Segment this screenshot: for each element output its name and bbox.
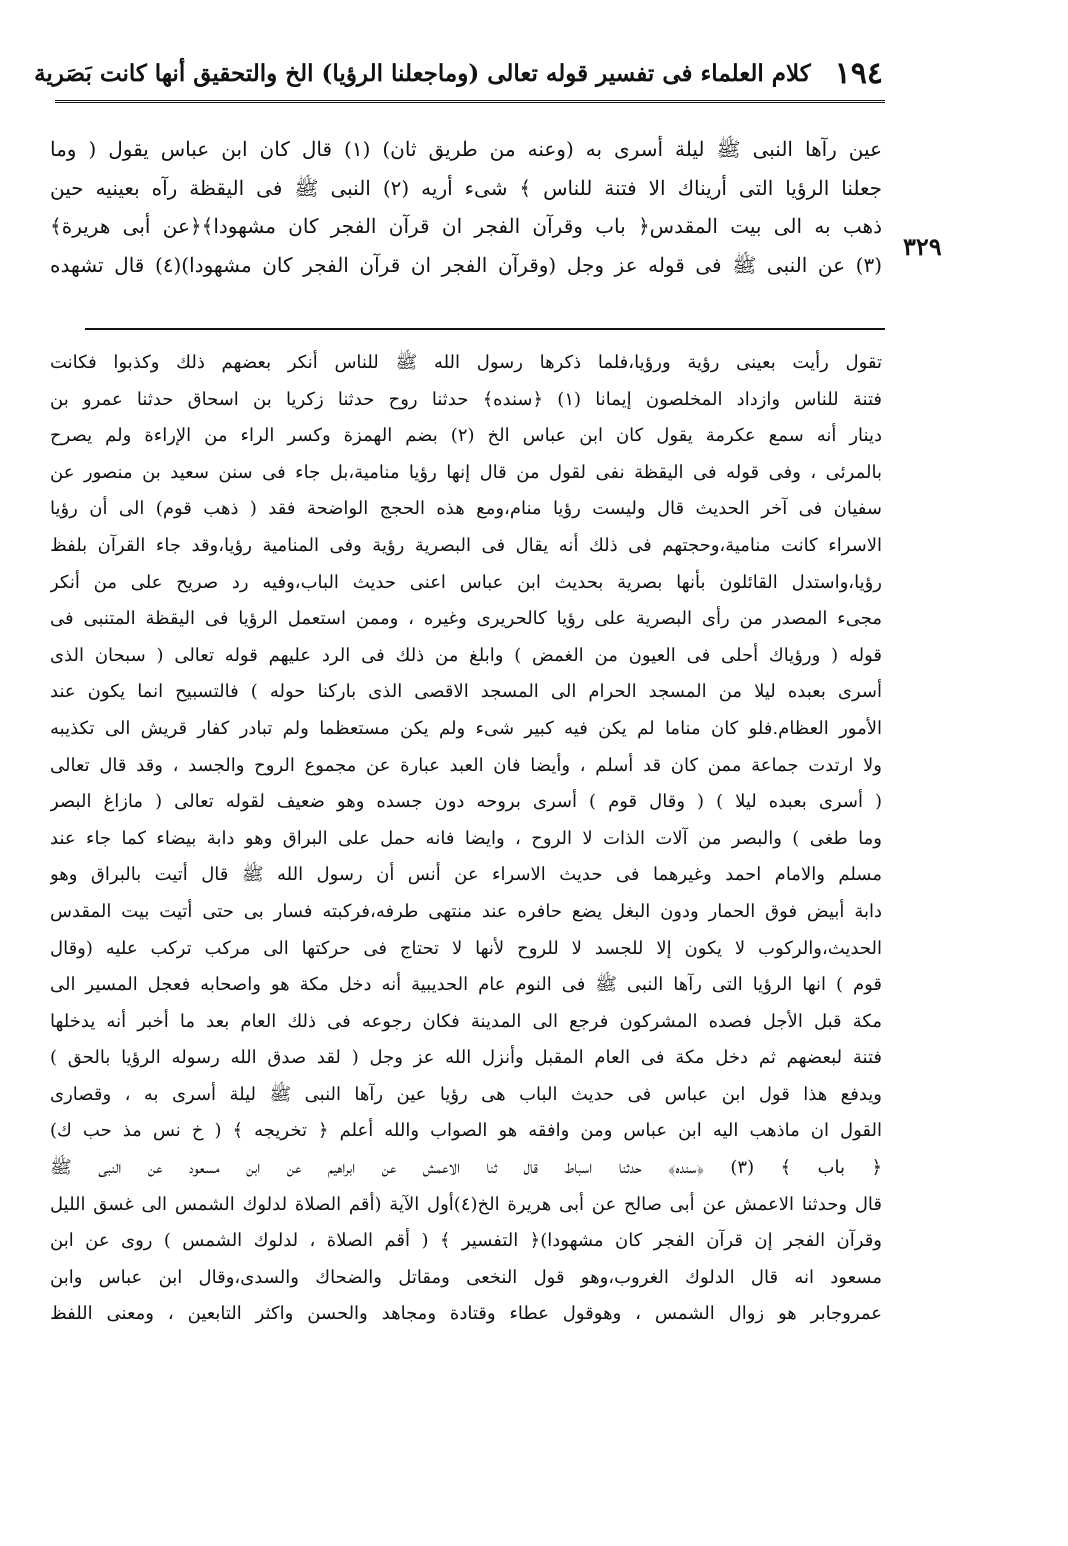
text-line: بالمرئى ، وفى قوله فى اليقظة نفى لقول من قال إنها رؤيا منامية،بل جاء فى سنن سعيد بن منصور عن xyxy=(50,461,882,483)
text-line: (٣) عن النبى ﷺ فى قوله عز وجل (وقرآن الفجر ان قرآن الفجر كان مشهودا)(٤) قال تشهده xyxy=(50,252,882,277)
text-line: مسلم والامام احمد وغيرهما فى حديث الاسراء عن أنس أن رسول الله ﷺ قال أتيت بالبراق وهو xyxy=(50,864,882,886)
text-line: الحديث،والركوب لا يكون إلا للجسد لا للروح لأنها لا تحتاج فى حركتها الى مركب تركب عليه (وقال xyxy=(50,937,882,959)
text-line: مجىء المصدر من رأى البصرية على رؤيا كالحريرى وغيره ، وممن استعمل الرؤيا فى اليقظة المتنبى فى xyxy=(50,608,882,630)
text-line: تقول رأيت بعينى رؤية ورؤيا،فلما ذكرها رسول الله ﷺ للناس أنكر بعضهم ذلك وكذبوا فكانت xyxy=(50,352,882,373)
text-line: ولا ارتدت جماعة ممن كان قد أسلم ، وأيضا فان العبد عبارة عن مجموع الروح والجسد ، وقد قال تعالى xyxy=(50,754,882,776)
text-line: فتنة للناس وازداد المخلصون إيمانا (١) ﴿سنده﴾ حدثنا روح حدثنا زكريا بن اسحاق حدثنا عمرو بن xyxy=(50,388,882,410)
text-line: ذهب به الى بيت المقدس﴿ باب وقرآن الفجر ان قرآن الفجر كان مشهودا﴾﴿عن أبى هريرة﴾ xyxy=(50,214,882,238)
text-line: ( أسرى بعبده ليلا ) ( وقال قوم ) أسرى بروحه دون جسده وهو ضعيف لقوله تعالى ( مازاغ البصر xyxy=(50,791,882,813)
text-line: قال وحدثنا الاعمش عن أبى صالح عن أبى هريرة الخ(٤)أول الآية (أقم الصلاة لدلوك الشمس الى غسق الليل xyxy=(50,1193,882,1215)
text-line: سفيان فى آخر الحديث قال وليست رؤيا منام،ومع هذه الحجج الواضحة فقد ( ذهب قوم) الى أن رؤيا xyxy=(50,498,882,520)
running-title: كلام العلماء فى تفسير قوله تعالى (وماجعلنا الرؤيا) الخ والتحقيق أنها كانت بَصَرية xyxy=(34,59,811,87)
text-line: الاسراء كانت منامية،وحجتهم فى ذلك أنه يقال فى البصرية رؤية وفى المنامية رؤيا،وقد جاء القرآن بلفظ xyxy=(50,534,882,556)
text-line: قوم ) انها الرؤيا التى رآها النبى ﷺ فى النوم عام الحديبية أنه دخل مكة هو واصحابه فعجل المسير الى xyxy=(50,974,882,996)
text-line: عين رآها النبى ﷺ ليلة أسرى به (وعنه من طريق ثان) (١) قال كان ابن عباس يقول ( وما xyxy=(50,137,882,161)
text-line: وما طغى ) والبصر من آلات الذات لا الروح ، وايضا فانه حمل على البراق وهو دابة بيضاء كما جاء عند xyxy=(50,827,882,849)
text-line: الأمور العظام.فلو كان مناما لم يكن فيه كبير شىء ولم يكن مستعظما ولم تبادر كفار قريش الى تكذيبه xyxy=(50,717,882,739)
text-line: ويدفع هذا قول ابن عباس فى حديث الباب هى رؤيا عين رآها النبى ﷺ ليلة أسرى به ، وقصارى xyxy=(50,1083,882,1105)
text-line: ﴿ باب ﴾ (٣) ﴿سنده﴾ حدثنا اسباط قال ثنا الاعمش عن ابراهيم عن ابن مسعود عن النبى ﷺ xyxy=(50,1157,882,1179)
page-number: ١٩٤ xyxy=(834,55,883,91)
text-line: دينار أنه سمع عكرمة يقول كان ابن عباس الخ (٢) بضم الهمزة وكسر الراء من الإراءة ولم يصرح xyxy=(50,425,882,447)
text-line: قوله ( ورؤياك أحلى فى العيون من الغمض ) وابلغ من ذلك فى الرد عليهم قوله تعالى ( سبحان الذى xyxy=(50,644,882,666)
text-line: وقرآن الفجر إن قرآن الفجر كان مشهودا)﴿ التفسير ﴾ ( أقم الصلاة ، لدلوك الشمس ) روى عن ابن xyxy=(50,1230,882,1252)
text-line: جعلنا الرؤيا التى أريناك الا فتنة للناس ﴾ شىء أريه (٢) النبى ﷺ فى اليقظة رآه بعينيه حين xyxy=(50,175,882,200)
commentary-text xyxy=(50,345,882,1333)
hadith-text xyxy=(50,130,882,284)
text-line: فتنة لبعضهم ثم دخل مكة فى العام المقبل وأنزل الله عز وجل ( لقد صدق الله رسوله الرؤيا بالحق ) xyxy=(50,1047,882,1069)
text-line: مسعود انه قال الدلوك الغروب،وهو قول النخعى ومقاتل والضحاك والسدى،وقال ابن عباس وابن xyxy=(50,1266,882,1288)
section-divider xyxy=(85,328,885,330)
text-line: القول ان ماذهب اليه ابن عباس ومن وافقه هو الصواب والله أعلم ﴿ تخريجه ﴾ ( خ نس مذ حب ك) xyxy=(50,1120,882,1142)
header-rule xyxy=(55,100,885,103)
text-line: رؤيا،واستدل القائلون بأنها بصرية بحديث ابن عباس اعنى حديث الباب،وفيه رد صريح على من أنكر xyxy=(50,571,882,593)
page-header xyxy=(34,48,883,98)
text-line: مكة قبل الأجل فصده المشركون فرجع الى المدينة فكان رجوعه فى ذلك العام بعد ما أخبر أنه يدخلها xyxy=(50,1010,882,1032)
text-line: أسرى بعبده ليلا من المسجد الحرام الى المسجد الاقصى الذى باركنا حوله ) فالتسبيح انما يكون عند xyxy=(50,681,882,703)
text-line: دابة أبيض فوق الحمار ودون البغل يضع حافره عند منتهى طرفه،فركبته فسار بى حتى أتيت بيت المقدس xyxy=(50,900,882,922)
text-line: عمروجابر هو زوال الشمس ، وهوقول عطاء وقتادة ومجاهد والحسن واكثر التابعين ، ومعنى اللفظ xyxy=(50,1303,882,1325)
hadith-number: ٣٢٩ xyxy=(903,232,942,261)
